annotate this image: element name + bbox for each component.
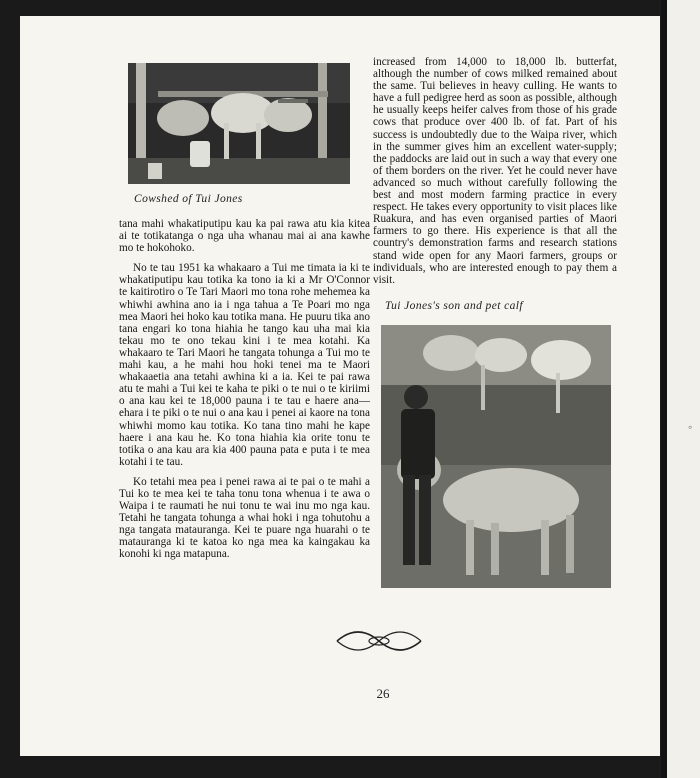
decorative-flourish-icon	[333, 627, 425, 655]
maori-paragraph-2: No te tau 1951 ka whakaaro a Tui me timata ia ki te whakatiputipu kau totika ka tono ia ki a Mr O'Connor te kaitirotiro o Te Tari Maori mo tona rohe mehemea ka whiwhi awhina ano ia i nga tahua a Te Poari mo nga mea Maori hei hoko kau totika mana. He puuru tika ano tana engari ko tona hiahia he tango kau uha mai kia tekau mo te ono tekau kini i te mea kotahi. Ka whakaaro te Tari Maori he tangata tohunga a Tui mo te mahi kau, a he mahi hou hoki tenei ma te Maori whakaaetia ana tetahi awhina ki a ia. Kei te pai rawa atu te mahi a Tui kei te kaha te piki o te nui o te kiriimi o ana kau kei te 18,000 pauna i te tau e haere ana—ehara i te piki o te nui o ana kau i penei ai kaore na tona whiwhi momo kau totika. Ko tana tino mahi he kape haere i ana kau he. Ko tona hiahia kia orite tonu te totika o ana kau ara kia 400 pauna pata e puta i te mea kotahi i te tau.	[119, 262, 370, 468]
maori-text-column	[119, 218, 370, 569]
maori-paragraph-1: tana mahi whakatiputipu kau ka pai rawa atu kia kitea ai te totikatanga o nga uha whanau mai ai ana kawhe mo te hokohoko.	[119, 218, 370, 255]
son-calf-caption: Tui Jones's son and pet calf	[385, 300, 523, 312]
facing-page-mark: ◦	[688, 420, 693, 434]
cowshed-caption: Cowshed of Tui Jones	[134, 193, 243, 205]
maori-paragraph-3: Ko tetahi mea pea i penei rawa ai te pai o te mahi a Tui ko te mea kei te taha tonu tona whenua i te awa o Waipa i te raumati he nui tonu te wai inu mo nga kau. Tetahi he tangata tohunga a whai hoki i nga tohutohu a nga tangata matauranga. Kei te puare nga huarahi o te matauranga ki te katoa ko nga mea ka kaingakau ka konohi ki nga matapuna.	[119, 475, 370, 561]
page-gutter-shadow	[661, 0, 667, 778]
son-and-calf-photo	[381, 325, 611, 588]
english-paragraph-1: increased from 14,000 to 18,000 lb. butterfat, although the number of cows milked remained about the same. Tui believes in heavy culling. He wants to have a full pedigree herd as soon as possible, although he usually keeps heifer calves from those of his grade cows that produce over 400 lb. of fat. Part of his success is undoubtedly due to the Waipa river, which in the summer gives him an excellent water-supply; the paddocks are laid out in such a way that every one of them borders on the river. Yet he could never have advanced so much without carefully following the best and most modern farming practice in every respect. He takes every opportunity to visit places like Ruakura, and has even organised parties of Maori farmers to go there. His experience is that all the country's demonstration farms and research stations stand wide open for any Maori farmers, groups or individuals, who are interested enough to pay them a visit.	[373, 56, 617, 286]
page-number: 26	[376, 686, 390, 701]
cowshed-photo	[128, 63, 350, 184]
english-text-column	[373, 56, 617, 294]
